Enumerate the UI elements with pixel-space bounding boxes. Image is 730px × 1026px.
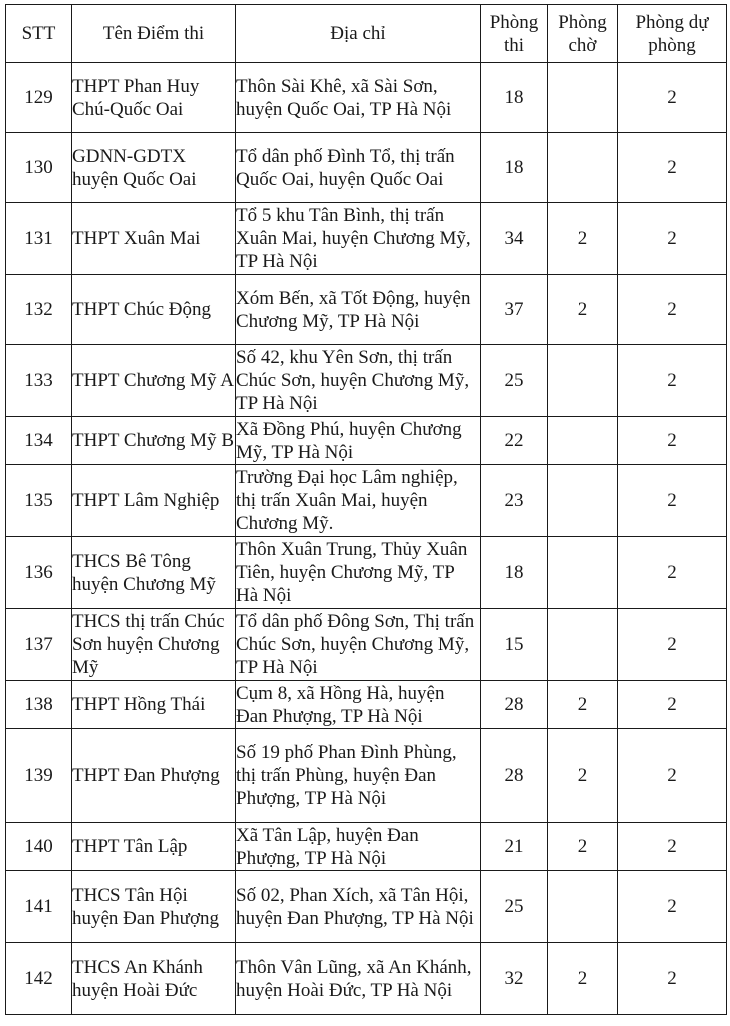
cell-exam-rooms: 28 <box>481 681 548 729</box>
header-exam-rooms: Phòng thi <box>481 5 548 63</box>
cell-reserve-rooms: 2 <box>618 63 727 133</box>
cell-exam-rooms: 32 <box>481 943 548 1015</box>
exam-venue-table <box>5 4 727 1015</box>
table-row <box>6 823 727 871</box>
cell-address: Xã Tân Lập, huyện Đan Phượng, TP Hà Nội <box>236 823 481 871</box>
cell-reserve-rooms: 2 <box>618 681 727 729</box>
cell-exam-rooms: 18 <box>481 537 548 609</box>
cell-address: Thôn Vân Lũng, xã An Khánh, huyện Hoài Đức, TP Hà Nội <box>236 943 481 1015</box>
cell-venue-name: THPT Tân Lập <box>72 823 236 871</box>
cell-reserve-rooms: 2 <box>618 133 727 203</box>
cell-reserve-rooms: 2 <box>618 203 727 275</box>
cell-reserve-rooms: 2 <box>618 609 727 681</box>
table-row <box>6 417 727 465</box>
cell-venue-name: THPT Đan Phượng <box>72 729 236 823</box>
header-stt: STT <box>6 5 72 63</box>
cell-reserve-rooms: 2 <box>618 871 727 943</box>
table-row <box>6 465 727 537</box>
cell-stt: 131 <box>6 203 72 275</box>
table-row <box>6 943 727 1015</box>
table-row <box>6 871 727 943</box>
cell-exam-rooms: 23 <box>481 465 548 537</box>
header-address: Địa chỉ <box>236 5 481 63</box>
cell-exam-rooms: 28 <box>481 729 548 823</box>
cell-reserve-rooms: 2 <box>618 275 727 345</box>
table-row <box>6 729 727 823</box>
cell-waiting-rooms: 2 <box>548 681 618 729</box>
cell-venue-name: THPT Chương Mỹ B <box>72 417 236 465</box>
cell-stt: 138 <box>6 681 72 729</box>
cell-address: Thôn Sài Khê, xã Sài Sơn, huyện Quốc Oai, TP Hà Nội <box>236 63 481 133</box>
cell-waiting-rooms <box>548 345 618 417</box>
cell-exam-rooms: 15 <box>481 609 548 681</box>
cell-address: Số 02, Phan Xích, xã Tân Hội, huyện Đan Phượng, TP Hà Nội <box>236 871 481 943</box>
cell-reserve-rooms: 2 <box>618 823 727 871</box>
cell-exam-rooms: 22 <box>481 417 548 465</box>
cell-venue-name: THCS An Khánh huyện Hoài Đức <box>72 943 236 1015</box>
cell-address: Xóm Bến, xã Tốt Động, huyện Chương Mỹ, TP Hà Nội <box>236 275 481 345</box>
cell-waiting-rooms <box>548 133 618 203</box>
cell-waiting-rooms <box>548 465 618 537</box>
cell-address: Cụm 8, xã Hồng Hà, huyện Đan Phượng, TP Hà Nội <box>236 681 481 729</box>
cell-venue-name: THPT Chúc Động <box>72 275 236 345</box>
cell-exam-rooms: 25 <box>481 871 548 943</box>
cell-address: Trường Đại học Lâm nghiệp, thị trấn Xuân Mai, huyện Chương Mỹ. <box>236 465 481 537</box>
cell-reserve-rooms: 2 <box>618 345 727 417</box>
cell-stt: 139 <box>6 729 72 823</box>
cell-stt: 130 <box>6 133 72 203</box>
cell-stt: 142 <box>6 943 72 1015</box>
header-reserve-rooms: Phòng dự phòng <box>618 5 727 63</box>
cell-reserve-rooms: 2 <box>618 537 727 609</box>
table-row <box>6 275 727 345</box>
table-row <box>6 203 727 275</box>
cell-venue-name: THPT Hồng Thái <box>72 681 236 729</box>
table-row <box>6 609 727 681</box>
cell-reserve-rooms: 2 <box>618 417 727 465</box>
cell-address: Số 42, khu Yên Sơn, thị trấn Chúc Sơn, huyện Chương Mỹ, TP Hà Nội <box>236 345 481 417</box>
cell-venue-name: THPT Chương Mỹ A <box>72 345 236 417</box>
cell-exam-rooms: 37 <box>481 275 548 345</box>
cell-venue-name: THCS Bê Tông huyện Chương Mỹ <box>72 537 236 609</box>
cell-venue-name: THPT Xuân Mai <box>72 203 236 275</box>
cell-stt: 133 <box>6 345 72 417</box>
cell-waiting-rooms <box>548 537 618 609</box>
table-row <box>6 681 727 729</box>
cell-stt: 137 <box>6 609 72 681</box>
cell-venue-name: THCS thị trấn Chúc Sơn huyện Chương Mỹ <box>72 609 236 681</box>
cell-address: Tổ dân phố Đông Sơn, Thị trấn Chúc Sơn, huyện Chương Mỹ, TP Hà Nội <box>236 609 481 681</box>
cell-waiting-rooms: 2 <box>548 203 618 275</box>
header-row <box>6 5 727 63</box>
cell-waiting-rooms <box>548 609 618 681</box>
cell-waiting-rooms: 2 <box>548 823 618 871</box>
cell-stt: 141 <box>6 871 72 943</box>
cell-exam-rooms: 34 <box>481 203 548 275</box>
cell-exam-rooms: 18 <box>481 63 548 133</box>
cell-stt: 136 <box>6 537 72 609</box>
cell-venue-name: THPT Lâm Nghiệp <box>72 465 236 537</box>
cell-reserve-rooms: 2 <box>618 729 727 823</box>
header-name: Tên Điểm thi <box>72 5 236 63</box>
cell-venue-name: THCS Tân Hội huyện Đan Phượng <box>72 871 236 943</box>
cell-address: Tổ 5 khu Tân Bình, thị trấn Xuân Mai, huyện Chương Mỹ, TP Hà Nội <box>236 203 481 275</box>
cell-reserve-rooms: 2 <box>618 465 727 537</box>
cell-waiting-rooms <box>548 871 618 943</box>
table-body <box>6 63 727 1015</box>
cell-exam-rooms: 21 <box>481 823 548 871</box>
cell-address: Tổ dân phố Đình Tổ, thị trấn Quốc Oai, huyện Quốc Oai <box>236 133 481 203</box>
cell-stt: 134 <box>6 417 72 465</box>
cell-stt: 129 <box>6 63 72 133</box>
cell-stt: 135 <box>6 465 72 537</box>
table-row <box>6 345 727 417</box>
cell-waiting-rooms: 2 <box>548 943 618 1015</box>
table-row <box>6 63 727 133</box>
cell-stt: 140 <box>6 823 72 871</box>
table-row <box>6 537 727 609</box>
cell-waiting-rooms <box>548 417 618 465</box>
cell-reserve-rooms: 2 <box>618 943 727 1015</box>
cell-address: Thôn Xuân Trung, Thủy Xuân Tiên, huyện Chương Mỹ, TP Hà Nội <box>236 537 481 609</box>
cell-venue-name: THPT Phan Huy Chú-Quốc Oai <box>72 63 236 133</box>
cell-exam-rooms: 18 <box>481 133 548 203</box>
cell-exam-rooms: 25 <box>481 345 548 417</box>
cell-waiting-rooms: 2 <box>548 729 618 823</box>
cell-waiting-rooms <box>548 63 618 133</box>
cell-address: Xã Đồng Phú, huyện Chương Mỹ, TP Hà Nội <box>236 417 481 465</box>
cell-waiting-rooms: 2 <box>548 275 618 345</box>
table-row <box>6 133 727 203</box>
cell-venue-name: GDNN-GDTX huyện Quốc Oai <box>72 133 236 203</box>
cell-address: Số 19 phố Phan Đình Phùng, thị trấn Phùng, huyện Đan Phượng, TP Hà Nội <box>236 729 481 823</box>
header-waiting-rooms: Phòng chờ <box>548 5 618 63</box>
cell-stt: 132 <box>6 275 72 345</box>
